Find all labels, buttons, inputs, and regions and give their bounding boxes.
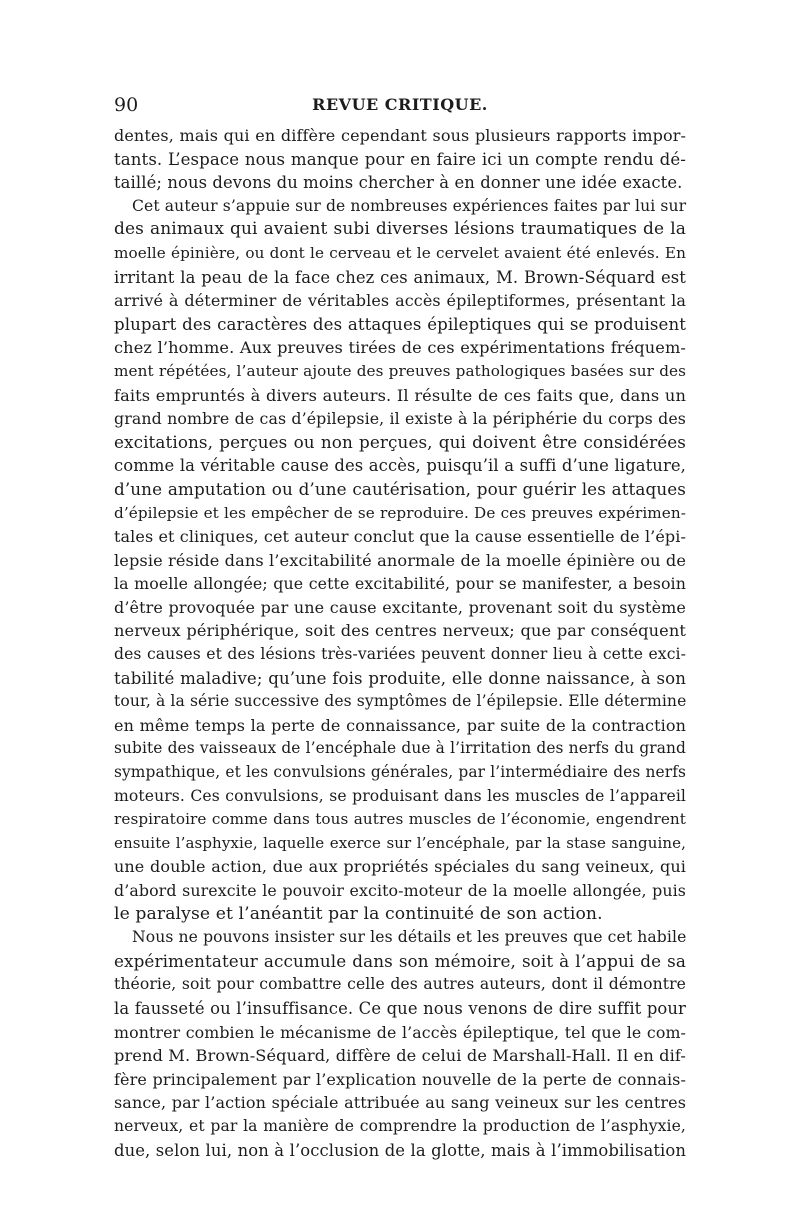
- text-line: chez l’homme. Aux preuves tirées de ces expérimentations fréquem-: [114, 338, 686, 358]
- text-line: tales et cliniques, cet auteur conclut que la cause essentielle de l’épi-: [114, 527, 686, 547]
- journal-title: REVUE CRITIQUE.: [312, 95, 488, 114]
- text-line: d’être provoquée par une cause excitante, provenant soit du système: [114, 597, 686, 617]
- running-head: [114, 92, 686, 118]
- text-line: ensuite l’asphyxie, laquelle exerce sur l’encéphale, par la stase sanguine,: [114, 833, 686, 852]
- text-line: tabilité maladive; qu’une fois produite, elle donne naissance, à son: [114, 668, 686, 688]
- text-line: en même temps la perte de connaissance, par suite de la contraction: [114, 715, 686, 735]
- text-line: tour, à la série successive des symptômes de l’épilepsie. Elle détermine: [114, 692, 687, 711]
- text-line: ment répétées, l’auteur ajoute des preuves pathologiques basées sur des: [114, 361, 686, 380]
- text-line: d’abord surexcite le pouvoir excito-moteur de la moelle allongée, puis: [114, 881, 686, 900]
- text-line: tants. L’espace nous manque pour en faire ici un compte rendu dé-: [114, 149, 686, 169]
- text-line: une double action, due aux propriétés spéciales du sang veineux, qui: [114, 857, 686, 877]
- text-line: moelle épinière, ou dont le cerveau et le cervelet avaient été enlevés. En: [114, 243, 686, 262]
- text-line: respiratoire comme dans tous autres muscles de l’économie, engendrent: [114, 810, 686, 829]
- text-line: prend M. Brown-Séquard, diffère de celui de Marshall-Hall. Il en dif-: [114, 1046, 686, 1066]
- text-line: moteurs. Ces convulsions, se produisant dans les muscles de l’appareil: [114, 786, 686, 805]
- text-line: excitations, perçues ou non perçues, qui doivent être considérées: [114, 431, 686, 452]
- text-line: plupart des caractères des attaques épileptiques qui se produisent: [114, 314, 686, 334]
- page-number: 90: [114, 94, 139, 116]
- text-line: due, selon lui, non à l’occlusion de la glotte, mais à l’immobilisation: [114, 1140, 686, 1160]
- text-line: d’épilepsie et les empêcher de se reproduire. De ces preuves expérimen-: [114, 503, 686, 522]
- paragraph-first-line: Nous ne pouvons insister sur les détails et les preuves que cet habile: [132, 928, 687, 947]
- paragraph-first-line: Cet auteur s’appuie sur de nombreuses expériences faites par lui sur: [132, 196, 687, 215]
- text-line: la moelle allongée; que cette excitabilité, pour se manifester, a besoin: [114, 574, 686, 594]
- text-line: faits empruntés à divers auteurs. Il résulte de ces faits que, dans un: [114, 385, 686, 405]
- text-line: sance, par l’action spéciale attribuée au sang veineux sur les centres: [114, 1093, 686, 1113]
- text-line: des animaux qui avaient subi diverses lésions traumatiques de la: [114, 219, 686, 240]
- text-line: théorie, soit pour combattre celle des autres auteurs, dont il démontre: [114, 975, 686, 994]
- text-line: la fausseté ou l’insuffisance. Ce que nous venons de dire suffit pour: [114, 998, 686, 1018]
- text-line: lepsie réside dans l’excitabilité anormale de la moelle épinière ou de: [114, 550, 686, 570]
- body-text: [114, 124, 686, 1162]
- text-line: sympathique, et les convulsions générales, par l’intermédiaire des nerfs: [114, 763, 686, 782]
- text-line: des causes et des lésions très-variées peuvent donner lieu à cette exci-: [114, 645, 686, 664]
- text-line: nerveux, et par la manière de comprendre la production de l’asphyxie,: [114, 1116, 686, 1135]
- text-line: subite des vaisseaux de l’encéphale due à l’irritation des nerfs du grand: [114, 739, 686, 758]
- text-line: le paralyse et l’anéantit par la continuité de son action.: [114, 903, 603, 924]
- text-line: d’une amputation ou d’une cautérisation, pour guérir les attaques: [114, 478, 686, 499]
- text-line: comme la véritable cause des accès, puisqu’il a suffi d’une ligature,: [114, 456, 686, 476]
- text-line: arrivé à déterminer de véritables accès épileptiformes, présentant la: [114, 291, 686, 311]
- text-line: fère principalement par l’explication nouvelle de la perte de connais-: [114, 1069, 686, 1089]
- text-line: expérimentateur accumule dans son mémoire, soit à l’appui de sa: [114, 950, 686, 971]
- text-line: montrer combien le mécanisme de l’accès épileptique, tel que le com-: [114, 1022, 686, 1042]
- text-line: dentes, mais qui en diffère cependant sous plusieurs rapports impor-: [114, 126, 686, 145]
- text-line: taillé; nous devons du moins chercher à en donner une idée exacte.: [114, 173, 683, 193]
- text-line: nerveux périphérique, soit des centres nerveux; que par conséquent: [114, 621, 686, 641]
- text-line: irritant la peau de la face chez ces animaux, M. Brown-Séquard est: [114, 267, 686, 287]
- text-line: grand nombre de cas d’épilepsie, il existe à la périphérie du corps des: [114, 409, 686, 429]
